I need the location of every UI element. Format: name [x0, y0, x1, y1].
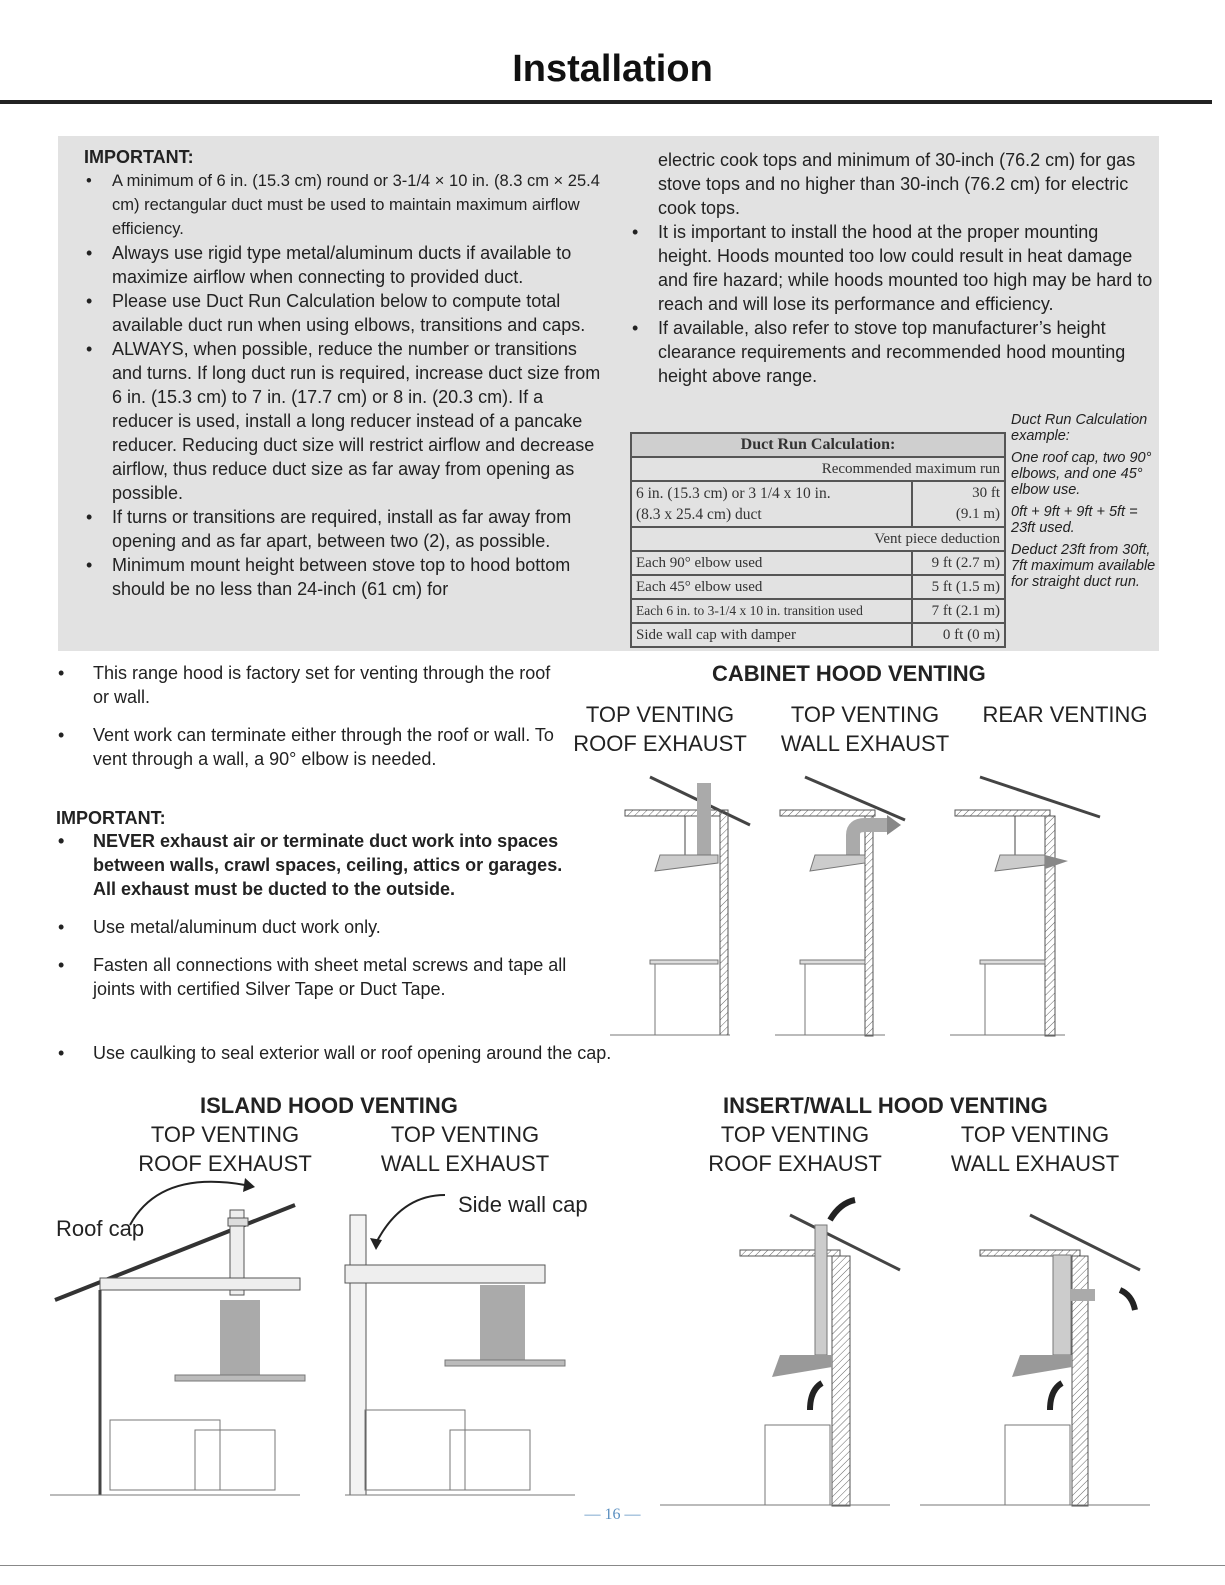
important-item: • If available, also refer to stove top manufacturer’s height clearance requirements and recommended hood mounting height above range.	[630, 316, 1155, 388]
insert-label-wall: TOP VENTING WALL EXHAUST	[950, 1122, 1120, 1176]
island-label-wall: TOP VENTING WALL EXHAUST	[380, 1122, 550, 1176]
important-heading: IMPORTANT:	[84, 147, 194, 167]
important-section-2	[56, 808, 581, 1015]
island-heading: ISLAND HOOD VENTING	[200, 1093, 458, 1118]
insert-roof-diagram	[660, 1200, 900, 1506]
island-venting-diagrams	[50, 1170, 610, 1500]
important-item: • Please use Duct Run Calculation below to compute total available duct run when using elbows, transitions and caps.	[84, 289, 604, 337]
insert-label-roof: TOP VENTING ROOF EXHAUST	[708, 1122, 882, 1176]
cabinet-label-wall: TOP VENTING WALL EXHAUST	[780, 702, 950, 756]
list-item: • Vent work can terminate either through the roof or wall. To vent through a wall, a 90° elbow is needed.	[56, 723, 571, 771]
table-row: Side wall cap with damper 0 ft (0 m)	[631, 623, 1005, 647]
duct-table-rec-header: Recommended maximum run	[631, 457, 1005, 481]
caulking-note	[56, 1041, 696, 1079]
side-wall-cap-label: Side wall cap	[458, 1192, 588, 1217]
cabinet-roof-diagram	[610, 777, 750, 1035]
roof-cap-label: Roof cap	[56, 1216, 145, 1241]
table-row: Each 45° elbow used 5 ft (1.5 m)	[631, 575, 1005, 599]
important-item: • If turns or transitions are required, install as far away from opening and as far apart, between two (2), as possible.	[84, 505, 604, 553]
island-wall-diagram	[345, 1215, 575, 1495]
list-item: • Fasten all connections with sheet metal screws and tape all joints with certified Silver Tape or Duct Tape.	[56, 953, 581, 1001]
page-number: — 16 —	[584, 1506, 641, 1523]
duct-table-title: Duct Run Calculation:	[631, 433, 1005, 457]
island-roof-diagram	[50, 1205, 305, 1495]
duct-table-deduction-header: Vent piece deduction	[631, 527, 1005, 551]
important-right-column	[630, 148, 1155, 388]
duct-size-label: 6 in. (15.3 cm) or 3 1/4 x 10 in. (8.3 x 25.4 cm) duct	[631, 481, 912, 527]
duct-example-note: Duct Run Calculation example: One roof cap, two 90° elbows, and one 45° elbow use. 0ft + 9ft + 9ft + 5ft = 23ft used. Deduct 23ft from 30ft, 7ft maximum available for straight duct run.	[1011, 412, 1156, 590]
important-item: • Minimum mount height between stove top to hood bottom should be no less than 24-inch (61 cm) for	[84, 553, 604, 601]
cabinet-venting-diagrams	[600, 765, 1160, 1040]
cabinet-rear-diagram	[950, 777, 1100, 1036]
list-item: • This range hood is factory set for venting through the roof or wall.	[56, 661, 571, 709]
important-heading: IMPORTANT:	[56, 808, 166, 828]
cabinet-label-roof: TOP VENTING ROOF EXHAUST	[573, 702, 747, 756]
page-title: Installation	[512, 48, 713, 90]
important-continuation: electric cook tops and minimum of 30-inch (76.2 cm) for gas stove tops and no higher than 30-inch (76.2 cm) for electric cook tops.	[658, 150, 1136, 218]
title-divider	[0, 100, 1212, 104]
footer-divider	[0, 1565, 1225, 1566]
cabinet-heading: CABINET HOOD VENTING	[712, 661, 986, 686]
insert-wall-diagram	[920, 1215, 1150, 1506]
insert-heading: INSERT/WALL HOOD VENTING	[723, 1093, 1048, 1118]
duct-run-table	[630, 432, 1006, 648]
cabinet-label-rear: REAR VENTING	[982, 702, 1148, 727]
list-item: • Use caulking to seal exterior wall or roof opening around the cap.	[56, 1041, 696, 1065]
island-label-roof: TOP VENTING ROOF EXHAUST	[138, 1122, 312, 1176]
insert-venting-diagrams	[660, 1195, 1160, 1510]
table-row: Each 6 in. to 3-1/4 x 10 in. transition used 7 ft (2.1 m)	[631, 599, 1005, 623]
cabinet-wall-diagram	[775, 777, 905, 1036]
table-row: Each 90° elbow used 9 ft (2.7 m)	[631, 551, 1005, 575]
venting-notes	[56, 661, 571, 785]
warning-item: • NEVER exhaust air or terminate duct work into spaces between walls, crawl spaces, ceiling, attics or garages. All exhaust must be ducted to the outside.	[56, 829, 581, 901]
important-item: • ALWAYS, when possible, reduce the number or transitions and turns. If long duct run is required, increase duct size from 6 in. (15.3 cm) to 7 in. (17.7 cm) or 8 in. (20.3 cm). If a reducer is used, install a long reducer instead of a pancake reducer. Reducing duct size will restrict airflow and decrease airflow, thus reduce duct size as far away from opening as possible.	[84, 337, 604, 505]
important-item: • Always use rigid type metal/aluminum ducts if available to maximize airflow when connecting to provided duct.	[84, 241, 604, 289]
list-item: • Use metal/aluminum duct work only.	[56, 915, 581, 939]
important-item: • It is important to install the hood at the proper mounting height. Hoods mounted too low could result in heat damage and fire hazard; while hoods mounted too high may be hard to reach and will lose its performance and efficiency.	[630, 220, 1155, 316]
duct-size-value: 30 ft (9.1 m)	[912, 481, 1005, 527]
important-item: • A minimum of 6 in. (15.3 cm) round or 3-1/4 × 10 in. (8.3 cm × 25.4 cm) rectangular duct must be used to maintain maximum airflow efficiency.	[84, 169, 604, 241]
important-left-column	[84, 145, 604, 601]
